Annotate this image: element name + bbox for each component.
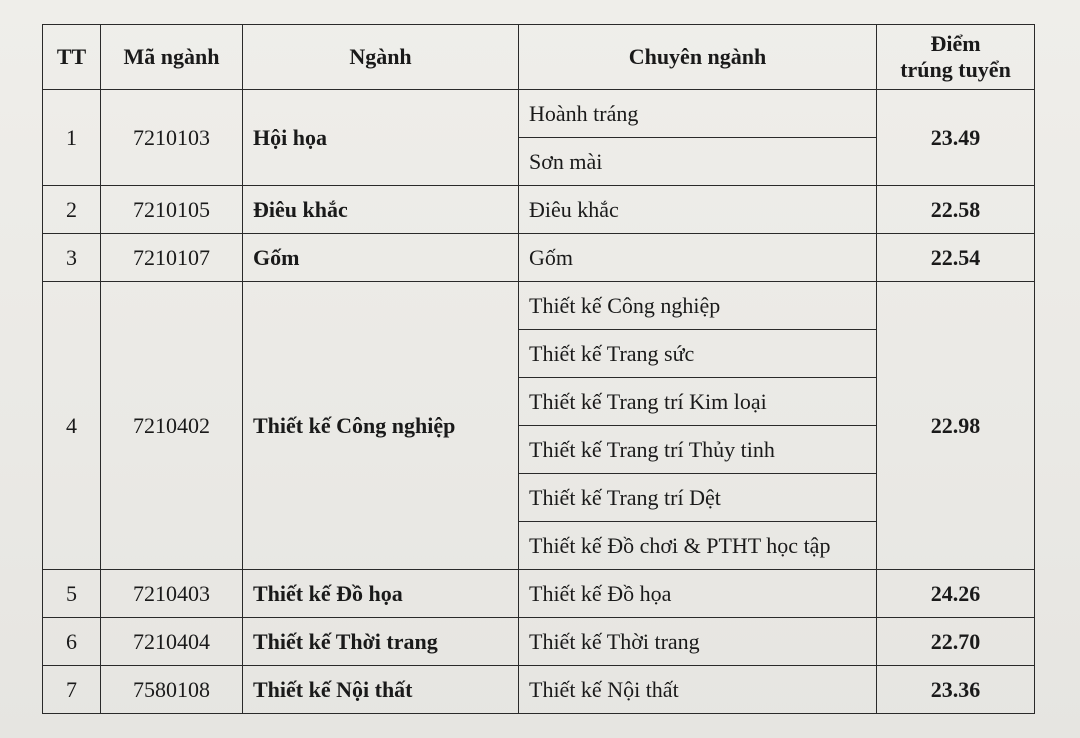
header-ma-nganh: Mã ngành (101, 25, 243, 90)
cell-chuyen-nganh: Thiết kế Công nghiệp (519, 282, 877, 330)
cell-diem: 23.36 (877, 666, 1035, 714)
header-row (43, 25, 1035, 90)
cell-chuyen-nganh: Gốm (519, 234, 877, 282)
cell-nganh: Thiết kế Công nghiệp (243, 282, 519, 570)
cell-chuyen-nganh: Thiết kế Đồ họa (519, 570, 877, 618)
header-nganh: Ngành (243, 25, 519, 90)
admission-scores-table (42, 24, 1035, 714)
cell-diem: 24.26 (877, 570, 1035, 618)
cell-ma-nganh: 7210107 (101, 234, 243, 282)
table-row (43, 90, 1035, 138)
cell-ma-nganh: 7210403 (101, 570, 243, 618)
table-row (43, 282, 1035, 330)
cell-chuyen-nganh: Hoành tráng (519, 90, 877, 138)
cell-nganh: Thiết kế Nội thất (243, 666, 519, 714)
cell-chuyen-nganh: Thiết kế Trang sức (519, 330, 877, 378)
cell-chuyen-nganh: Sơn mài (519, 138, 877, 186)
cell-chuyen-nganh: Thiết kế Trang trí Kim loại (519, 378, 877, 426)
cell-tt: 1 (43, 90, 101, 186)
cell-ma-nganh: 7210404 (101, 618, 243, 666)
cell-diem: 22.98 (877, 282, 1035, 570)
cell-chuyen-nganh: Thiết kế Nội thất (519, 666, 877, 714)
table-row (43, 234, 1035, 282)
cell-tt: 5 (43, 570, 101, 618)
table-row (43, 666, 1035, 714)
table-row (43, 618, 1035, 666)
cell-nganh: Thiết kế Đồ họa (243, 570, 519, 618)
cell-ma-nganh: 7210402 (101, 282, 243, 570)
table-row (43, 570, 1035, 618)
cell-chuyen-nganh: Thiết kế Đồ chơi & PTHT học tập (519, 522, 877, 570)
header-diem-line1: Điểm (930, 31, 981, 56)
cell-tt: 4 (43, 282, 101, 570)
cell-ma-nganh: 7210103 (101, 90, 243, 186)
cell-chuyen-nganh: Thiết kế Thời trang (519, 618, 877, 666)
cell-tt: 6 (43, 618, 101, 666)
table-row (43, 186, 1035, 234)
cell-tt: 3 (43, 234, 101, 282)
cell-diem: 22.54 (877, 234, 1035, 282)
cell-nganh: Hội họa (243, 90, 519, 186)
cell-chuyen-nganh: Thiết kế Trang trí Thủy tinh (519, 426, 877, 474)
cell-ma-nganh: 7580108 (101, 666, 243, 714)
cell-nganh: Gốm (243, 234, 519, 282)
header-diem (877, 25, 1035, 90)
cell-nganh: Điêu khắc (243, 186, 519, 234)
cell-diem: 23.49 (877, 90, 1035, 186)
cell-tt: 7 (43, 666, 101, 714)
cell-diem: 22.58 (877, 186, 1035, 234)
cell-chuyen-nganh: Thiết kế Trang trí Dệt (519, 474, 877, 522)
cell-ma-nganh: 7210105 (101, 186, 243, 234)
cell-diem: 22.70 (877, 618, 1035, 666)
header-chuyen-nganh: Chuyên ngành (519, 25, 877, 90)
cell-tt: 2 (43, 186, 101, 234)
header-tt: TT (43, 25, 101, 90)
header-diem-line2: trúng tuyển (900, 57, 1011, 82)
cell-nganh: Thiết kế Thời trang (243, 618, 519, 666)
cell-chuyen-nganh: Điêu khắc (519, 186, 877, 234)
